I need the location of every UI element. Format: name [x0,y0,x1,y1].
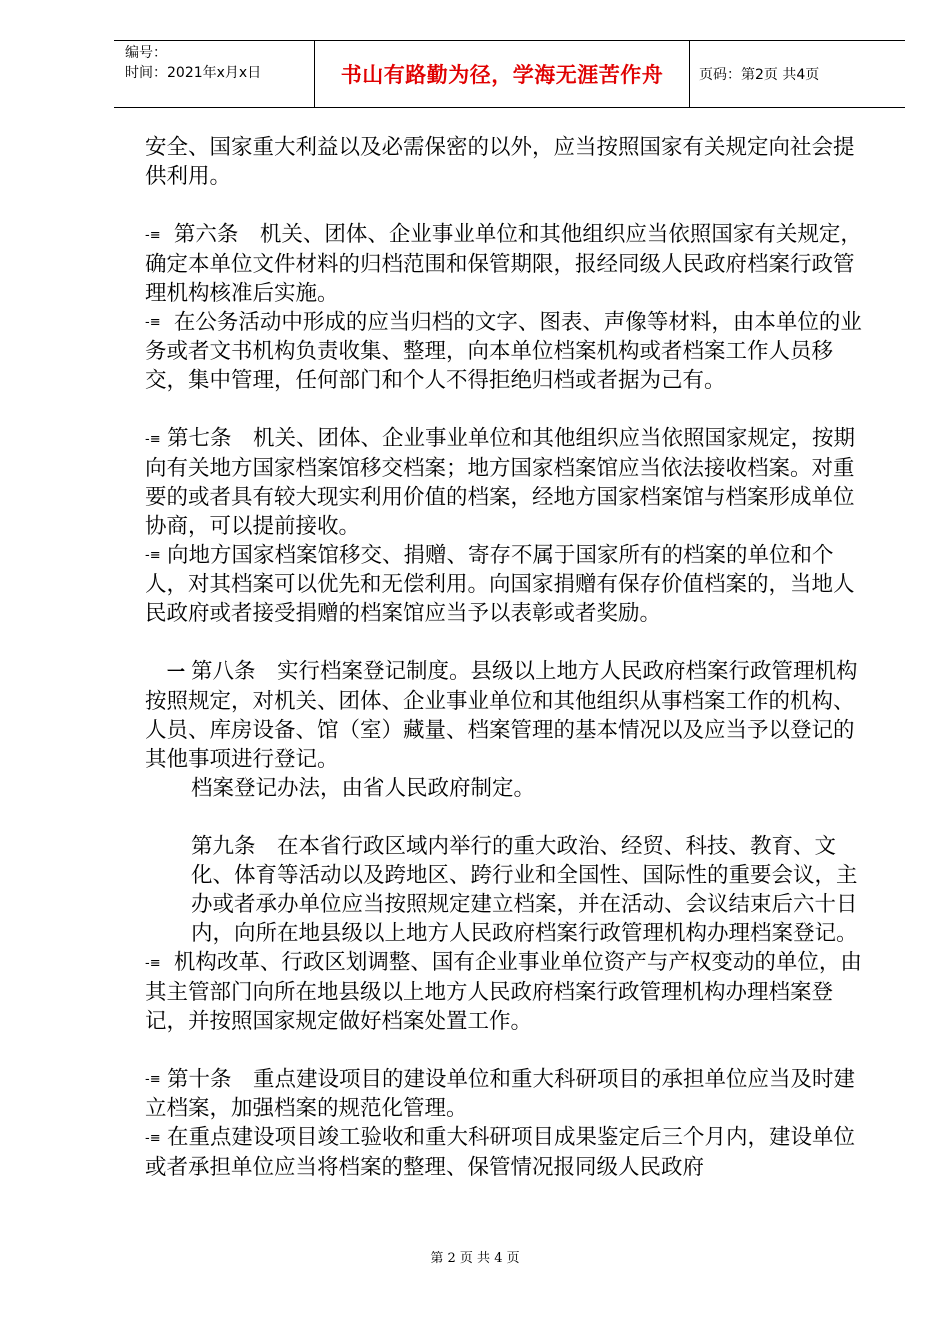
paragraph-text: 第八条 实行档案登记制度。县级以上地方人民政府档案行政管理机构按照规定，对机关、团体、企业事业单位和其他组织从事档案工作的机构、人员、库房设备、馆（室）藏量、档案管理的基本情况以及应当予以登记的其他事项进行登记。 [145,659,858,772]
paragraph-text: 第十条 重点建设项目的建设单位和重大科研项目的承担单位应当及时建立档案，加强档案的规范化管理。 [145,1066,856,1121]
bullet-mark: -≡ [145,227,161,243]
paragraph [145,424,875,541]
bullet-mark: -≡ [145,431,161,447]
paragraph [145,1123,875,1182]
paragraph: 第九条 在本省行政区域内举行的重大政治、经贸、科技、教育、文化、体育等活动以及跨地区、跨行业和全国性、国际性的重要会议，主办或者承办单位应当按照规定建立档案，并在活动、会议结束后六十日内，向所在地县级以上地方人民政府档案行政管理机构办理档案登记。 [191,834,858,946]
header-meta-cell [114,41,315,107]
paragraph: 安全、国家重大利益以及必需保密的以外，应当按照国家有关规定向社会提供利用。 [145,135,855,189]
paragraph-text: 机构改革、行政区划调整、国有企业事业单位资产与产权变动的单位，由其主管部门向所在地县级以上地方人民政府档案行政管理机构办理档案登记，并按照国家规定做好档案处置工作。 [145,950,862,1034]
paragraph [145,541,875,629]
paragraph [145,948,875,1036]
document-time-label: 时间：2021年x月x日 [125,65,262,81]
bullet-mark: -≡ [145,1072,161,1087]
dash-mark: 一 [167,662,185,683]
bullet-mark: -≡ [145,955,161,971]
paragraph [145,308,875,396]
paragraph-text: 在重点建设项目竣工验收和重大科研项目成果鉴定后三个月内，建设单位或者承担单位应当将档案的整理、保管情况报同级人民政府 [145,1125,856,1180]
paragraph-text: 向地方国家档案馆移交、捐赠、寄存不属于国家所有的档案的单位和个人，对其档案可以优先和无偿利用。向国家捐赠有保存价值档案的，当地人民政府或者接受捐赠的档案馆应当予以表彰或者奖励。 [145,542,855,626]
header-motto: 书山有路勤为径，学海无涯苦作舟 [315,41,690,107]
paragraph-text: 第六条 机关、团体、企业事业单位和其他组织应当依照国家有关规定，确定本单位文件材料的归档范围和保管期限，报经同级人民政府档案行政管理机构核准后实施。 [145,222,862,306]
paragraph [145,1065,875,1124]
paragraph: 档案登记办法，由省人民政府制定。 [191,776,536,801]
bullet-mark: -≡ [145,1130,161,1146]
paragraph-text: 第七条 机关、团体、企业事业单位和其他组织应当依照国家规定，按期向有关地方国家档案馆移交档案；地方国家档案馆应当依法接收档案。对重要的或者具有较大现实利用价值的档案，经地方国家档案馆与档案形成单位协商，可以提前接收。 [145,426,856,539]
document-body [145,133,875,1182]
bullet-mark: -≡ [145,315,161,330]
page-header [114,40,905,108]
document-number-label: 编号： [125,45,167,61]
paragraph [145,657,875,774]
paragraph-text: 在公务活动中形成的应当归档的文字、图表、声像等材料，由本单位的业务或者文书机构负责收集、整理，向本单位档案机构或者档案工作人员移交，集中管理，任何部门和个人不得拒绝归档或者据为己有。 [145,309,862,393]
bullet-mark: -≡ [145,548,161,563]
header-page-info: 页码：第2页 共4页 [699,67,820,83]
page-footer: 第 2 页 共 4 页 [430,1251,520,1266]
paragraph [145,220,875,308]
